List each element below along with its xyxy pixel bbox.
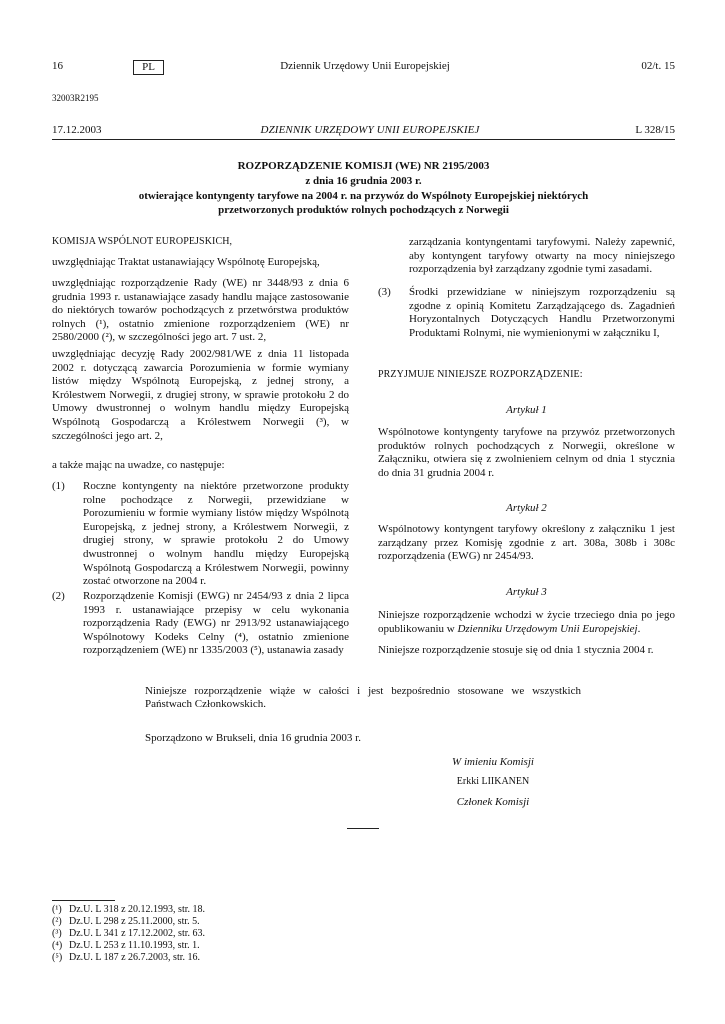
recital-treaty: uwzględniając Traktat ustanawiający Wspólnotę Europejską,: [52, 256, 320, 268]
regulation-subject-line2: przetworzonych produktów rolnych pochodzących z Norwegii: [218, 204, 509, 216]
binding-clause-line1: Niniejsze rozporządzenie wiąże w całości i jest bezpośrednio stosowane we wszystkich: [145, 685, 581, 697]
article-3-application: Niniejsze rozporządzenie stosuje się od dnia 1 stycznia 2004 r.: [378, 644, 654, 656]
footnote-1: [52, 904, 352, 916]
binding-clause-line2: Państwach Członkowskich.: [145, 698, 266, 710]
done-at: Sporządzono w Brukseli, dnia 16 grudnia 2003 r.: [145, 732, 361, 744]
footnote-2: [52, 916, 352, 928]
whereas-item-2-continuation: zarządzania kontyngentami taryfowymi. Należy zapewnić, aby kontyngent taryfowy otwarty na mocy niniejszego rozporządzenia był zarządzany zgodnie tymi zasadami.: [409, 236, 675, 276]
publication-date: 17.12.2003: [52, 124, 102, 136]
language-code-box: PL: [133, 60, 164, 75]
article-2-text: Wspólnotowy kontyngent taryfowy określony z załączniku 1 jest zarządzany przez Komisję zgodnie z art. 308a, 308b i 308c rozporządzenia (EWG) nr 2454/93.: [378, 523, 675, 563]
whereas-item-number: (1): [52, 480, 65, 492]
article-2-title: Artykuł 2: [506, 502, 547, 514]
whereas-item-1: [52, 480, 349, 590]
signatory-role: Członek Komisji: [456, 796, 530, 808]
whereas-item-number: (2): [52, 590, 65, 602]
footnote-4: [52, 940, 352, 952]
footnote-text: Dz.U. L 318 z 20.12.1993, str. 18.: [69, 904, 206, 915]
footnote-5: [52, 952, 352, 964]
whereas-item-3: [378, 286, 675, 346]
recital-decision-2002: uwzględniając decyzję Rady 2002/981/WE z dnia 11 listopada 2002 r. dotyczącą zawarcia Porozumienia w formie wymiany listów między Wspólnotą Europejską, z jednej strony, a Królestwem Norwegii, z drugiej strony, w sprawie protokołu 2 do Umowy dwustronnej o wolnym handlu między Europejską Wspólnotą Gospodarczą a Królestwem Norwegii (³), w szczególności jego art. 2,: [52, 348, 349, 442]
regulation-date: z dnia 16 grudnia 2003 r.: [305, 175, 422, 187]
footnote-number: (⁴): [52, 940, 63, 951]
whereas-item-text: Rozporządzenie Komisji (EWG) nr 2454/93 z dnia 2 lipca 1993 r. ustanawiające przepisy w celu wykonania rozporządzenia Rady (EWG) nr 2913/92 ustanawiającego Wspólnotowy Kodeks Celny (⁴), ostatnio zmienione rozporządzeniem (WE) nr 1335/2003 (⁵), ustanawia zasady: [83, 590, 349, 657]
end-rule: [347, 828, 379, 829]
footnote-number: (³): [52, 928, 62, 939]
footnote-text: Dz.U. L 298 z 25.11.2000, str. 5.: [69, 916, 200, 927]
celex-number: 32003R2195: [52, 93, 99, 103]
commission-heading: KOMISJA WSPÓLNOT EUROPEJSKICH,: [52, 236, 233, 247]
footnote-text: Dz.U. L 253 z 11.10.1993, str. 1.: [69, 940, 200, 951]
footnote-number: (¹): [52, 904, 62, 915]
footnote-number: (²): [52, 916, 62, 927]
article-3-text-b: .: [637, 622, 641, 635]
footnote-text: Dz.U. L 187 z 26.7.2003, str. 16.: [69, 952, 201, 963]
whereas-item-number: (3): [378, 286, 391, 298]
whereas-item-2: [52, 590, 349, 660]
adopts-heading: PRZYJMUJE NINIEJSZE ROZPORZĄDZENIE:: [378, 369, 583, 380]
footnote-text: Dz.U. L 341 z 17.12.2002, str. 63.: [69, 928, 206, 939]
header-rule: [52, 139, 675, 140]
whereas-item-text: Środki przewidziane w niniejszym rozporządzeniu są zgodne z opinią Komitetu Zarządzającego ds. Zagadnień Horyzontalnych Dotyczących Handlu Przetworzonymi Produktami Rolnymi, nie wymienionymi w załączniku I,: [409, 286, 675, 339]
footnote-number: (⁵): [52, 952, 63, 963]
footnote-3: [52, 928, 352, 940]
page-number: 16: [52, 60, 63, 72]
regulation-title: ROZPORZĄDZENIE KOMISJI (WE) NR 2195/2003: [237, 160, 490, 172]
regulation-subject-line1: otwierające kontyngenty taryfowe na 2004 r. na przywóz do Wspólnoty Europejskiej niektórych: [138, 190, 589, 202]
article-3-text-a: Niniejsze rozporządzenie wchodzi w życie trzeciego dnia po jego opublikowaniu w: [378, 609, 675, 635]
journal-caps: DZIENNIK URZĘDOWY UNII EUROPEJSKIEJ: [260, 124, 480, 136]
whereas-intro: a także mając na uwadze, co następuje:: [52, 459, 225, 471]
edition-label: 02/t. 15: [641, 60, 675, 72]
article-3-title: Artykuł 3: [506, 586, 547, 598]
article-3-text: [378, 609, 675, 636]
article-1-title: Artykuł 1: [506, 404, 547, 416]
article-1-text: Wspólnotowe kontyngenty taryfowe na przywóz przetworzonych produktów rolnych pochodzących z Norwegii, określone w Załączniku, otwiera się z zwolnieniem celnym od dnia 1 stycznia do dnia 31 grudnia 2004 r.: [378, 426, 675, 479]
recital-regulation-3448: uwzględniając rozporządzenie Rady (WE) nr 3448/93 z dnia 6 grudnia 1993 r. ustanawiające zasady handlu mające zastosowanie do niektórych towarów pochodzących z przetwórstwa produktów rolnych (¹), ostatnio zmienione rozporządzeniem (WE) nr 2580/2000 (²), w szczególności jego art. 7 ust. 2,: [52, 277, 349, 344]
whereas-item-text: Roczne kontyngenty na niektóre przetworzone produkty rolne pochodzące z Norwegii, przewidziane w Porozumieniu w formie wymiany listów między Wspólnotą Europejską, z jednej strony, a Królestwem Norwegii, z drugiej strony, w sprawie protokołu 2 do Umowy dwustronnej o wolnym handlu między Europejską Wspólnotą Gospodarczą a Królestwem Norwegii, powinny zostać otworzone na 2004 r.: [83, 480, 349, 588]
journal-name: Dziennik Urzędowy Unii Europejskiej: [280, 60, 450, 72]
on-behalf-of: W imieniu Komisji: [452, 756, 534, 768]
oj-reference: L 328/15: [635, 124, 675, 136]
signatory-name: Erkki LIIKANEN: [456, 776, 530, 787]
article-3-journal-name: Dzienniku Urzędowym Unii Europejskiej: [457, 622, 638, 635]
footnote-rule: [52, 900, 115, 901]
